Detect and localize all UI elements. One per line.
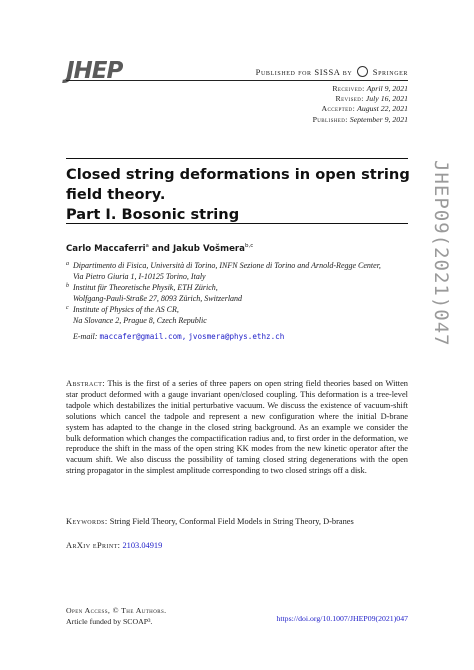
abstract (66, 379, 408, 477)
title-line-1: Closed string deformations in open string field theory. (66, 166, 410, 203)
keywords-label: Keywords: (66, 517, 108, 526)
email-link-maccaferri[interactable]: maccafer@gmail.com (99, 332, 182, 341)
email-link-vosmera[interactable]: jvosmera@phys.ethz.ch (188, 332, 285, 341)
affiliation-b: b Institut für Theoretische Physik, ETH Zürich, Wolfgang-Pauli-Straße 27, 8093 Zürich, Switzerland (66, 283, 243, 303)
affiliation-c: c Institute of Physics of the AS CR, Na Slovance 2, Prague 8, Czech Republic (66, 305, 207, 325)
author-and: and (151, 244, 170, 254)
publication-dates (313, 84, 408, 125)
keywords-text: String Field Theory, Conformal Field Models in String Theory, D-branes (109, 517, 354, 526)
email-label: E-mail: (73, 332, 98, 341)
date-accepted: Accepted: August 22, 2021 (321, 104, 408, 114)
title-line-2: Part I. Bosonic string (66, 206, 240, 223)
header-rule (66, 80, 408, 81)
author-list (66, 243, 253, 254)
footer-license (66, 606, 166, 627)
date-received: Received: April 9, 2021 (332, 84, 408, 93)
author-vosmera: Jakub Vošmera (172, 244, 245, 254)
doi-link[interactable]: https://doi.org/10.1007/JHEP09(2021)047 (276, 614, 408, 623)
journal-logo-text: JHEP (66, 58, 123, 84)
paper-title (66, 165, 411, 225)
abstract-text: This is the first of a series of three papers on open string field theories based on Witten star product deformed with a gauge invariant open/closed coupling. This deformation is a tree-level tadpole which destabilizes the initial perturbative vacuum. We discuss the existence of vacuum-shift solutions which cancel the tadpole and represent a new configuration where the initial D-brane system has adapted to the change in the closed string background. As an example we consider the bulk deformation which changes the compactification radius and, to first order in the deformation, we reproduce the shift in the mass of the open string KK modes from the new kinetic operator after the vacuum shift. We also discuss the possibility of taming closed string degenerations with the open string propagator in the simplest amplitude corresponding to two closed strings off a disk. (66, 379, 408, 476)
affiliations (66, 260, 408, 326)
springer-horse-icon (357, 66, 368, 77)
funding-note: Article funded by SCOAP³. (66, 616, 153, 626)
publisher-springer: Springer (372, 67, 408, 77)
arxiv-link[interactable]: 2103.04919 (122, 541, 163, 550)
title-rule-bottom (66, 223, 408, 224)
arxiv-eprint (66, 541, 162, 550)
open-access-note: Open Access, © The Authors. (66, 606, 167, 615)
email-separator: , (181, 332, 187, 341)
title-rule-top (66, 158, 408, 159)
date-published: Published: September 9, 2021 (312, 114, 408, 124)
abstract-label: Abstract: (66, 379, 105, 388)
jhep-watermark: JHEP09(2021)047 (430, 160, 452, 347)
publisher-line (256, 66, 408, 77)
keywords (66, 516, 408, 527)
affiliation-a: a Dipartimento di Fisica, Università di Torino, INFN Sezione di Torino and Arnold-Regge Center, Via Pietro Giuria 1, I-10125 Torino, Italy (66, 261, 381, 281)
author-emails (73, 332, 284, 341)
author-1-affil: a (145, 243, 149, 249)
publisher-text: Published for SISSA by (255, 67, 353, 77)
date-revised: Revised: July 16, 2021 (335, 94, 408, 104)
author-2-affil: b,c (244, 243, 254, 249)
arxiv-label: ArXiv ePrint: (66, 541, 121, 550)
author-maccaferri: Carlo Maccaferri (66, 244, 146, 254)
